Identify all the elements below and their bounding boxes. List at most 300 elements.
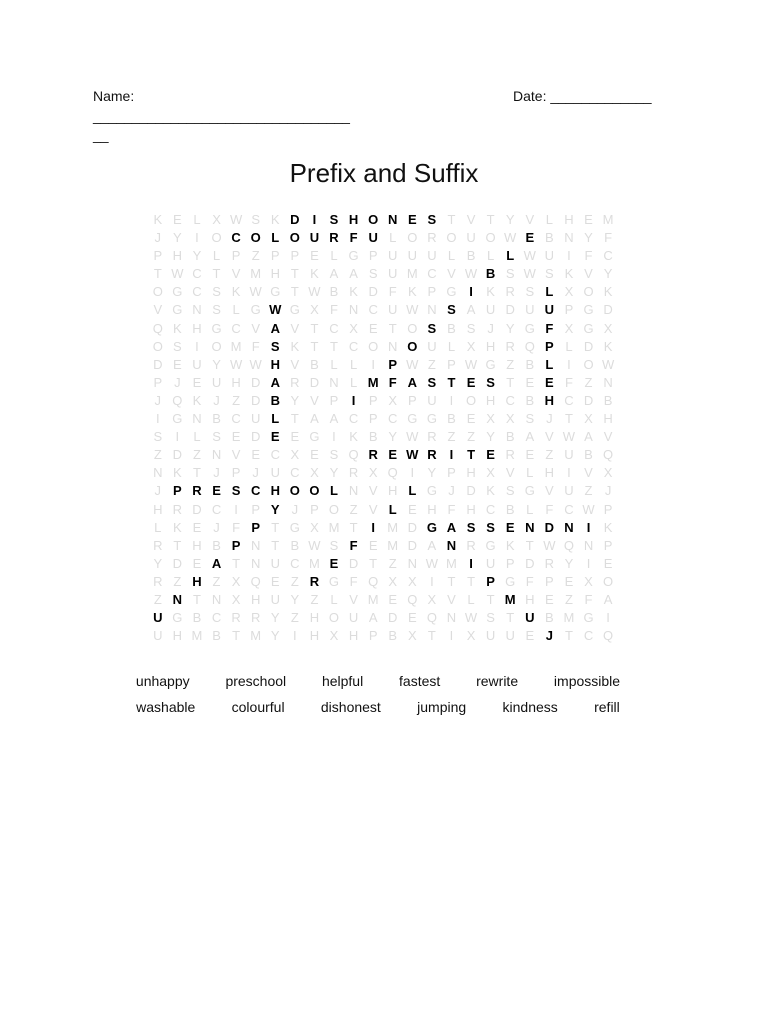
grid-letter: O <box>446 230 457 246</box>
grid-letter: M <box>602 212 614 227</box>
grid-letter: P <box>603 537 613 553</box>
grid-letter: P <box>545 338 554 354</box>
grid-letter: Y <box>388 429 398 445</box>
grid-letter: V <box>231 447 241 463</box>
grid-letter: D <box>348 555 359 571</box>
grid-letter: O <box>289 230 300 246</box>
grid-letter: X <box>290 447 300 463</box>
grid-letter: S <box>486 374 495 390</box>
grid-letter: P <box>251 519 261 535</box>
grid-letter: G <box>250 302 261 318</box>
grid-letter: U <box>368 230 378 246</box>
grid-letter: H <box>348 212 359 227</box>
grid-letter: X <box>603 320 613 336</box>
grid-letter: X <box>310 302 319 318</box>
grid-letter: W <box>504 230 517 246</box>
grid-letter: C <box>583 628 594 644</box>
grid-letter: R <box>172 501 183 517</box>
grid-letter: V <box>447 266 456 282</box>
grid-letter: L <box>193 212 201 227</box>
grid-letter: D <box>407 537 417 553</box>
grid-letter: P <box>486 573 495 589</box>
grid-letter: R <box>250 610 261 626</box>
grid-letter: T <box>506 610 515 626</box>
grid-letter: X <box>486 465 495 481</box>
grid-letter: Z <box>192 447 201 463</box>
grid-letter: E <box>388 447 398 463</box>
grid-letter: L <box>330 483 338 499</box>
grid-letter: E <box>310 248 319 264</box>
grid-letter: D <box>505 302 515 318</box>
grid-letter: B <box>447 320 456 336</box>
grid-letter: L <box>408 483 417 499</box>
grid-letter: R <box>544 555 555 571</box>
grid-letter: E <box>466 374 476 390</box>
grid-letter: J <box>291 501 299 517</box>
grid-letter: R <box>329 230 339 246</box>
grid-letter: A <box>407 374 417 390</box>
grid-letter: R <box>348 465 359 481</box>
grid-letter: H <box>544 392 555 408</box>
grid-letter: F <box>525 573 534 589</box>
grid-letter: C <box>427 266 437 282</box>
date-field[interactable]: Date: _____________ <box>513 88 652 104</box>
grid-letter: F <box>545 320 554 336</box>
grid-letter: T <box>330 338 338 354</box>
grid-letter: E <box>525 374 535 390</box>
grid-letter: E <box>407 212 417 227</box>
grid-letter: F <box>388 284 397 300</box>
grid-letter: W <box>249 284 262 300</box>
grid-letter: D <box>250 374 261 390</box>
grid-letter: W <box>523 248 536 264</box>
grid-letter: Z <box>427 356 436 372</box>
grid-letter: L <box>467 591 475 607</box>
grid-letter: E <box>270 429 280 445</box>
grid-row <box>148 555 618 573</box>
grid-letter: E <box>329 555 339 571</box>
name-line[interactable]: _________________________________ <box>93 108 350 124</box>
grid-letter: E <box>603 555 613 571</box>
grid-letter: T <box>467 447 476 463</box>
grid-letter: U <box>505 628 515 644</box>
grid-letter: T <box>427 628 436 644</box>
grid-letter: Y <box>270 501 280 517</box>
grid-letter: A <box>329 411 339 427</box>
grid-letter: K <box>603 519 613 535</box>
grid-row <box>148 410 618 428</box>
grid-letter: W <box>601 356 615 372</box>
grid-letter: U <box>564 483 574 499</box>
grid-letter: C <box>192 266 202 282</box>
grid-letter: F <box>349 573 358 589</box>
grid-letter: L <box>389 230 397 246</box>
grid-letter: K <box>192 392 202 408</box>
grid-letter: V <box>290 320 300 336</box>
grid-letter: K <box>310 266 319 282</box>
grid-letter: H <box>270 356 280 372</box>
grid-letter: W <box>249 356 262 372</box>
grid-letter: B <box>584 447 593 463</box>
grid-row <box>148 446 618 464</box>
grid-letter: X <box>212 212 221 227</box>
grid-letter: Y <box>505 212 515 227</box>
grid-letter: D <box>407 519 417 535</box>
grid-letter: A <box>525 429 535 445</box>
grid-letter: L <box>349 374 358 390</box>
grid-letter: H <box>485 338 496 354</box>
grid-letter: J <box>174 374 181 390</box>
grid-letter: X <box>407 628 417 644</box>
grid-letter: S <box>329 212 339 227</box>
grid-letter: L <box>526 501 534 517</box>
grid-letter: Y <box>290 392 300 408</box>
grid-letter: E <box>192 555 202 571</box>
grid-letter: S <box>525 411 535 427</box>
grid-letter: W <box>464 266 478 282</box>
grid-letter: Z <box>232 392 241 408</box>
grid-letter: P <box>290 248 300 264</box>
grid-letter: O <box>250 230 261 246</box>
grid-letter: B <box>329 284 339 300</box>
grid-letter: C <box>250 483 261 499</box>
grid-letter: K <box>231 284 241 300</box>
grid-letter: P <box>173 483 182 499</box>
grid-letter: X <box>564 320 574 336</box>
grid-letter: P <box>231 537 241 553</box>
grid-letter: Q <box>348 447 359 463</box>
grid-letter: N <box>446 537 457 553</box>
grid-letter: O <box>465 392 477 408</box>
grid-letter: T <box>290 266 299 282</box>
grid-letter: M <box>308 555 320 571</box>
grid-letter: T <box>310 338 319 354</box>
grid-letter: G <box>583 320 594 336</box>
grid-letter: X <box>486 411 495 427</box>
grid-letter: G <box>309 429 320 445</box>
word-bank-item: dishonest <box>320 699 381 715</box>
grid-letter: G <box>328 573 340 589</box>
grid-letter: S <box>486 610 495 626</box>
grid-letter: C <box>564 501 574 517</box>
grid-letter: I <box>449 447 454 463</box>
grid-letter: P <box>603 501 613 517</box>
grid-letter: G <box>172 302 183 318</box>
grid-letter: K <box>505 537 515 553</box>
grid-letter: U <box>270 555 280 571</box>
grid-letter: A <box>584 429 593 445</box>
grid-letter: G <box>583 610 594 626</box>
grid-letter: G <box>172 411 183 427</box>
grid-letter: L <box>349 356 358 372</box>
grid-letter: I <box>567 465 571 481</box>
grid-letter: D <box>603 302 613 318</box>
grid-letter: C <box>231 230 241 246</box>
grid-letter: Q <box>563 537 574 553</box>
grid-letter: T <box>290 411 299 427</box>
grid-letter: P <box>153 374 163 390</box>
grid-letter: W <box>229 212 243 227</box>
grid-letter: F <box>232 519 241 535</box>
grid-row <box>148 356 618 374</box>
grid-letter: P <box>368 248 378 264</box>
grid-letter: V <box>505 465 515 481</box>
grid-letter: G <box>505 573 516 589</box>
grid-letter: G <box>446 284 457 300</box>
grid-letter: P <box>270 248 280 264</box>
grid-letter: V <box>290 356 300 372</box>
grid-letter: L <box>526 465 534 481</box>
grid-letter: X <box>505 411 515 427</box>
grid-letter: Y <box>505 320 515 336</box>
grid-letter: E <box>368 320 378 336</box>
grid-letter: U <box>544 248 555 264</box>
grid-letter: X <box>427 591 437 607</box>
grid-letter: S <box>486 519 495 535</box>
word-bank-item: kindness <box>502 699 558 715</box>
grid-letter: E <box>251 447 261 463</box>
grid-letter: B <box>485 266 496 282</box>
grid-letter: V <box>525 212 535 227</box>
grid-letter: H <box>427 501 437 517</box>
grid-letter: C <box>603 248 613 264</box>
grid-letter: Z <box>584 374 593 390</box>
grid-letter: E <box>545 374 554 390</box>
grid-letter: U <box>466 230 476 246</box>
grid-letter: O <box>152 284 163 300</box>
grid-letter: R <box>427 429 437 445</box>
grid-letter: V <box>447 591 456 607</box>
grid-letter: X <box>310 519 319 535</box>
grid-letter: Q <box>152 320 163 336</box>
grid-letter: P <box>505 555 515 571</box>
grid-letter: E <box>231 429 241 445</box>
grid-letter: O <box>328 501 340 517</box>
grid-letter: J <box>448 483 455 499</box>
grid-letter: X <box>466 628 476 644</box>
grid-letter: T <box>153 266 162 282</box>
grid-letter: L <box>447 338 456 354</box>
grid-letter: Z <box>447 429 456 445</box>
grid-letter: H <box>270 483 280 499</box>
grid-row <box>148 374 618 392</box>
grid-letter: P <box>545 573 554 589</box>
grid-letter: B <box>505 429 515 445</box>
grid-letter: L <box>330 591 338 607</box>
name-label: Name: <box>93 88 135 104</box>
grid-letter: I <box>606 610 610 626</box>
grid-letter: T <box>173 537 182 553</box>
grid-letter: S <box>173 338 182 354</box>
grid-letter: U <box>388 302 398 318</box>
grid-letter: B <box>368 429 378 445</box>
grid-letter: O <box>407 230 418 246</box>
grid-letter: C <box>290 555 300 571</box>
grid-row <box>148 265 618 283</box>
grid-letter: L <box>545 284 554 300</box>
word-bank-item: unhappy <box>135 673 190 689</box>
grid-letter: S <box>466 320 476 336</box>
grid-letter: B <box>212 411 221 427</box>
grid-letter: I <box>175 429 180 445</box>
grid-letter: Y <box>270 628 280 644</box>
grid-letter: W <box>308 284 321 300</box>
grid-letter: F <box>564 374 573 390</box>
grid-letter: U <box>525 302 535 318</box>
grid-letter: R <box>427 230 437 246</box>
grid-letter: T <box>192 591 201 607</box>
grid-letter: X <box>564 284 574 300</box>
grid-letter: L <box>506 248 515 264</box>
grid-letter: U <box>525 610 535 626</box>
word-bank-item: jumping <box>417 699 467 715</box>
word-search-grid <box>148 211 618 645</box>
grid-letter: X <box>603 465 613 481</box>
grid-letter: E <box>192 374 202 390</box>
grid-letter: U <box>407 248 417 264</box>
page-title: Prefix and Suffix <box>289 158 479 188</box>
grid-letter: Y <box>212 356 221 372</box>
grid-letter: I <box>312 212 317 227</box>
grid-letter: O <box>407 338 418 354</box>
grid-letter: E <box>466 411 476 427</box>
grid-letter: N <box>427 302 437 318</box>
grid-letter: H <box>466 501 476 517</box>
grid-letter: Z <box>545 447 554 463</box>
grid-letter: W <box>582 501 595 517</box>
grid-letter: N <box>388 212 398 227</box>
grid-letter: Y <box>270 610 280 626</box>
word-bank-item: fastest <box>399 673 441 689</box>
grid-letter: Y <box>192 248 202 264</box>
grid-letter: F <box>584 248 593 264</box>
grid-letter: A <box>270 320 280 336</box>
grid-letter: C <box>485 501 496 517</box>
grid-letter: F <box>545 501 554 517</box>
grid-letter: E <box>525 230 535 246</box>
grid-letter: T <box>564 628 573 644</box>
grid-letter: H <box>250 591 261 607</box>
grid-letter: E <box>545 591 554 607</box>
grid-letter: V <box>368 501 378 517</box>
grid-letter: K <box>407 284 417 300</box>
grid-letter: Y <box>564 555 574 571</box>
grid-letter: K <box>153 212 163 227</box>
grid-letter: D <box>388 610 398 626</box>
grid-letter: H <box>192 320 202 336</box>
grid-letter: S <box>368 266 378 282</box>
grid-letter: P <box>368 628 378 644</box>
grid-letter: J <box>252 465 259 481</box>
grid-letter: L <box>271 230 280 246</box>
grid-letter: Z <box>467 429 476 445</box>
grid-letter: I <box>567 248 571 264</box>
word-bank-row <box>118 672 638 698</box>
grid-letter: U <box>388 266 398 282</box>
grid-letter: S <box>212 284 221 300</box>
grid-letter: Z <box>388 555 397 571</box>
grid-letter: K <box>349 284 358 300</box>
grid-letter: F <box>604 230 613 246</box>
grid-letter: N <box>192 302 202 318</box>
grid-letter: R <box>309 573 320 589</box>
grid-letter: K <box>603 284 613 300</box>
grid-letter: S <box>153 429 163 445</box>
grid-letter: N <box>446 610 457 626</box>
grid-letter: H <box>192 537 202 553</box>
grid-letter: Y <box>603 266 613 282</box>
grid-letter: F <box>349 537 358 553</box>
grid-row <box>148 283 618 301</box>
grid-letter: F <box>447 501 456 517</box>
grid-letter: K <box>486 483 495 499</box>
grid-letter: V <box>349 591 358 607</box>
grid-row <box>148 591 618 609</box>
grid-letter: E <box>290 429 300 445</box>
grid-letter: D <box>309 374 320 390</box>
grid-letter: V <box>584 266 593 282</box>
grid-letter: C <box>231 320 241 336</box>
grid-letter: J <box>154 230 162 246</box>
grid-letter: F <box>349 230 358 246</box>
grid-letter: R <box>427 447 437 463</box>
grid-letter: H <box>172 628 183 644</box>
grid-letter: P <box>447 465 456 481</box>
grid-letter: E <box>407 501 417 517</box>
grid-letter: Q <box>368 573 379 589</box>
grid-letter: D <box>544 519 555 535</box>
grid-letter: J <box>213 465 220 481</box>
grid-letter: V <box>231 266 241 282</box>
grid-letter: E <box>212 483 221 499</box>
grid-letter: Y <box>427 465 437 481</box>
grid-letter: D <box>583 392 594 408</box>
name-line-continued: __ <box>93 127 109 143</box>
grid-letter: H <box>231 374 241 390</box>
grid-letter: K <box>173 320 182 336</box>
grid-letter: A <box>349 266 358 282</box>
grid-letter: A <box>310 411 319 427</box>
grid-letter: T <box>486 591 495 607</box>
grid-letter: J <box>546 411 553 427</box>
grid-letter: C <box>290 465 300 481</box>
grid-letter: S <box>525 284 535 300</box>
grid-letter: C <box>368 302 378 318</box>
grid-row <box>148 320 618 338</box>
grid-letter: H <box>270 266 280 282</box>
grid-letter: Q <box>387 465 398 481</box>
grid-letter: X <box>329 628 339 644</box>
grid-letter: P <box>368 411 378 427</box>
grid-letter: U <box>270 591 280 607</box>
grid-letter: T <box>271 537 280 553</box>
grid-letter: E <box>310 447 319 463</box>
grid-row <box>148 211 618 229</box>
grid-letter: P <box>251 501 261 517</box>
grid-letter: W <box>562 429 576 445</box>
grid-letter: L <box>232 302 240 318</box>
grid-letter: Z <box>153 591 162 607</box>
grid-letter: I <box>371 356 375 372</box>
grid-letter: O <box>368 212 379 227</box>
grid-letter: O <box>289 483 300 499</box>
grid-letter: N <box>211 447 222 463</box>
grid-letter: L <box>212 248 221 264</box>
grid-letter: C <box>348 411 359 427</box>
grid-letter: H <box>172 248 183 264</box>
grid-letter: H <box>192 573 202 589</box>
grid-letter: B <box>212 628 221 644</box>
